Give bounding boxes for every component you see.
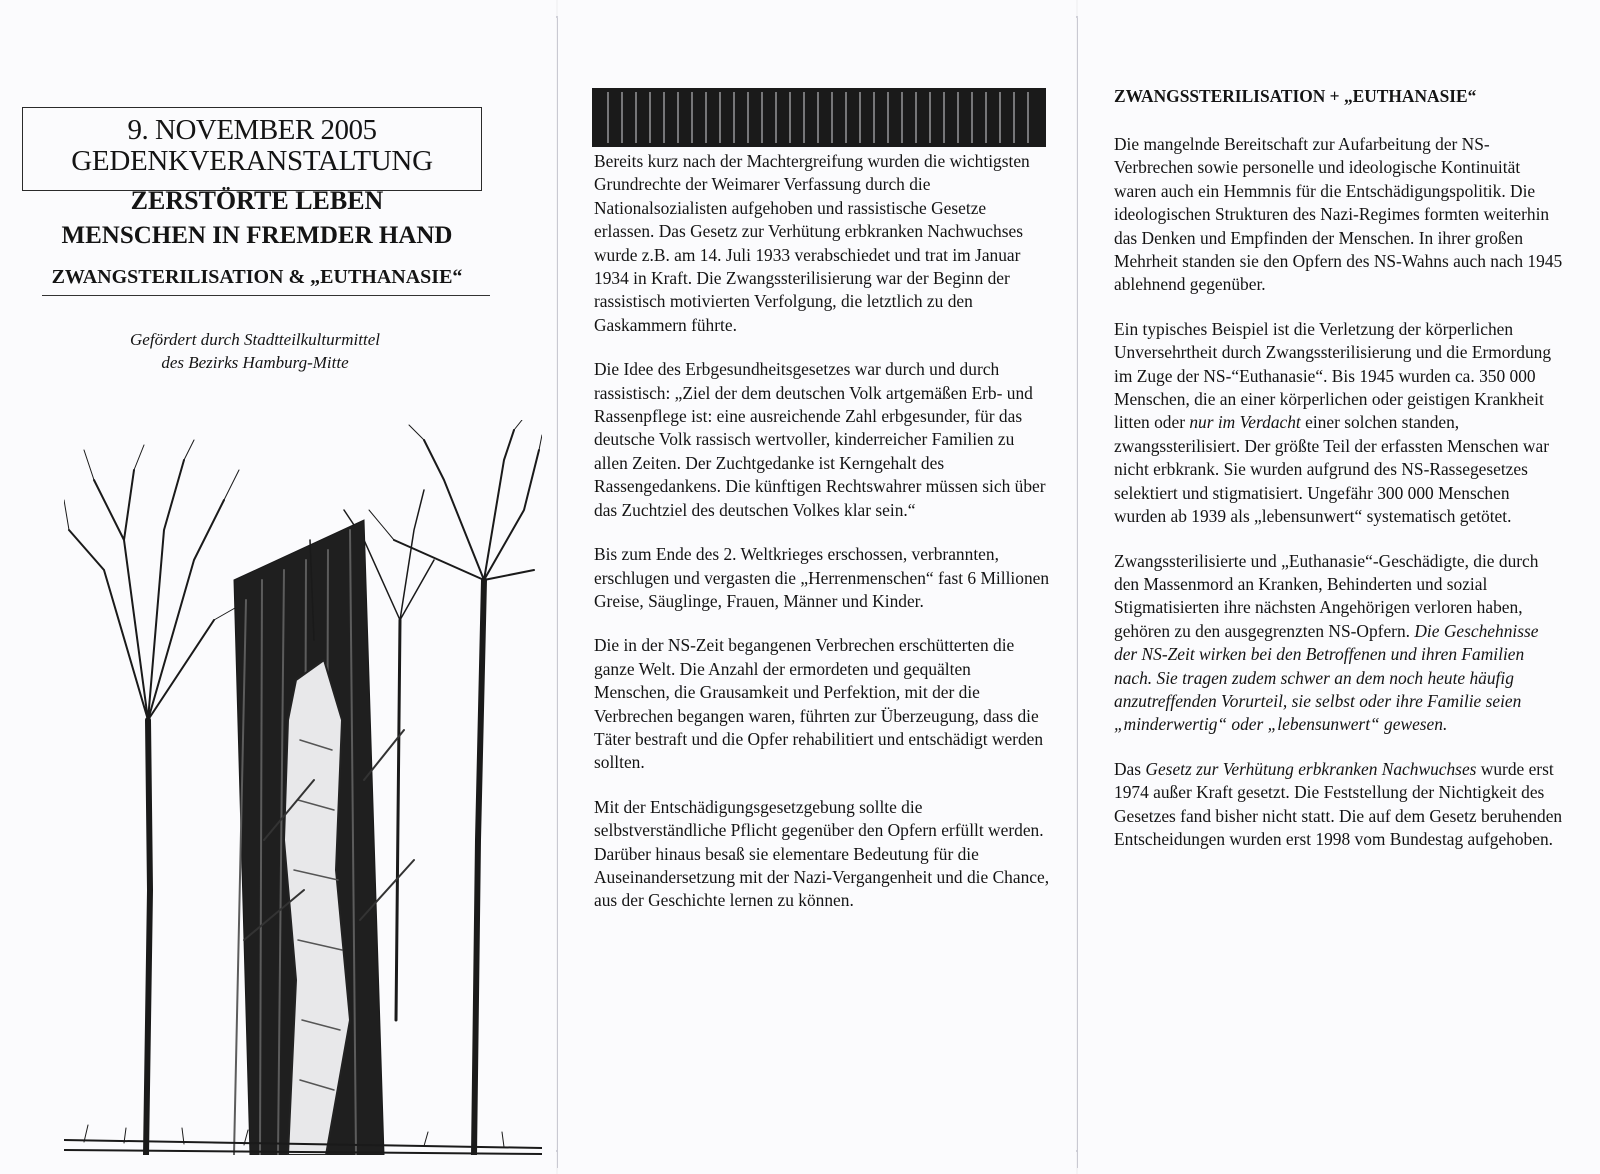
para2-italic: nur im Verdacht — [1189, 412, 1301, 433]
para2-text-a: Ein typisches Beispiel ist die Verletzung der körperlichen Unversehrtheit durch Zwangssterilisierung und die Ermordung im Zuge der NS-“Euthanasie“. Bis 1945 wurden ca. 350 000 Menschen, die an einer körperlichen oder geistigen Krankheit litten oder — [1114, 318, 1552, 433]
sponsor-line-1: Gefördert durch Stadtteilkulturmittel — [130, 330, 380, 349]
sterilisation-paragraph-4 — [1114, 758, 1564, 852]
panel-title: ZWANGSSTERILISATION + „EUTHANASIE“ — [1114, 86, 1477, 106]
history-text — [594, 150, 1050, 934]
sterilisation-paragraph-2 — [1114, 318, 1564, 529]
event-date: 9. NOVEMBER 2005 — [127, 114, 377, 146]
heading-menschen: MENSCHEN IN FREMDER HAND — [61, 222, 453, 249]
event-type: GEDENKVERANSTALTUNG — [71, 145, 433, 177]
para4-text-b: wurde erst 1974 außer Kraft gesetzt. Die Feststellung der Nichtigkeit des Gesetzes fand bisher nicht statt. Die auf dem Gesetz beruhenden Entscheidungen wurden erst 1998 vom Bundestag aufgehoben. — [1114, 758, 1563, 849]
para4-text-a: Das — [1114, 758, 1146, 779]
sponsor-line-2: des Bezirks Hamburg-Mitte — [161, 353, 349, 372]
sterilisation-text — [1114, 133, 1564, 872]
history-paragraph-5: Mit der Entschädigungsgesetzgebung sollte die selbstverständliche Pflicht gegenüber den Opfern erfüllt werden. Darüber hinaus besaß sie elementare Bedeutung für die Auseinandersetzung mit der Nazi-Vergangenheit und die Chance, aus der Geschichte lernen zu können. — [594, 796, 1050, 911]
para2-text-b: einer solchen standen, zwangssterilisiert. Der größte Teil der erfassten Menschen war nicht erbkrank. Sie wurden aufgrund des NS-Rassegesetzes selektiert und stigmatisiert. Ungefähr 300 000 Menschen wurden ab 1939 als „lebensunwert“ systematisch getötet. — [1114, 412, 1550, 527]
cover-panel — [0, 0, 556, 1174]
history-panel — [558, 0, 1076, 1174]
history-paragraph-1: Bereits kurz nach der Machtergreifung wurden die wichtigsten Grundrechte der Weimarer Verfassung durch die Nationalsozialisten aufgehoben und rassistische Gesetze erlassen. Das Gesetz zur Verhütung erbkranken Nachwuchses wurde z.B. am 14. Juli 1933 verabschiedet und trat im Januar 1934 in Kraft. Die Zwangssterilisierung war der Beginn der rassistisch motivierten Verfolgung, die letztlich zu den Gaskammern führte. — [594, 151, 1030, 335]
history-paragraph-4: Die in der NS-Zeit begangenen Verbrechen erschütterten die ganze Welt. Die Anzahl der ermordeten und gequälten Menschen, die Grausamkeit und Perfektion, mit der die Verbrechen begangen waren, führten zur Überzeugung, dass die Täter bestraft und die Opfer rehabilitiert und entschädigt werden sollten. — [594, 635, 1044, 773]
heading-zwangsterilisation: ZWANGSTERILISATION & „EUTHANASIE“ — [51, 266, 463, 288]
sterilisation-paragraph-1: Die mangelnde Bereitschaft zur Aufarbeitung der NS-Verbrechen sowie personelle und ideologische Kontinuität waren auch ein Hemmnis für die Entschädigungspolitik. Die ideologischen Strukturen des Nazi-Regimes formten weiterhin das Denken und Empfinden der Menschen. In ihrer großen Mehrheit standen sie den Opfern des NS-Wahns auch nach 1945 ablehnend gegenüber. — [1114, 134, 1563, 295]
para4-italic: Gesetz zur Verhütung erbkranken Nachwuchses — [1145, 758, 1477, 779]
sterilisation-paragraph-3 — [1114, 550, 1564, 737]
history-paragraph-2: Die Idee des Erbgesundheitsgesetzes war durch und durch rassistisch: „Ziel der dem deutschen Volk artgemäßen Erb- und Rassenpflege ist: eine ausreichende Zahl erbgesunder, für das deutsche Volk rassisch wertvoller, kinderreicher Familien zu allen Zeiten. Der Zuchtgedanke ist Kerngehalt des Rassengedankens. Die künftigen Rechtswahrer müssen sich über das Zuchtziel des deutschen Volkes klar sein.“ — [594, 359, 1046, 520]
memorial-trees-illustration — [64, 420, 542, 1155]
para3-text-a: Zwangssterilisierte und „Euthanasie“-Geschädigte, die durch den Massenmord an Kranken, Behinderten und sozial Stigmatisierten ihre nächsten Angehörigen verloren haben, gehören zu den ausgegrenzten NS-Opfern. — [1114, 550, 1539, 641]
heading-zerstoerte-leben: ZERSTÖRTE LEBEN — [130, 186, 384, 215]
sterilisation-panel — [1078, 0, 1600, 1174]
para3-italic: Die Geschehnisse der NS-Zeit wirken bei den Betroffenen und ihren Familien nach. Sie tragen zudem schwer an dem noch heute häufig anzutreffenden Vorurteil, sie selbst oder ihre Familie seien „minderwertig“ oder „lebensunwert“ gewesen. — [1114, 620, 1539, 735]
redacted-heading-banner — [592, 88, 1046, 147]
history-paragraph-3: Bis zum Ende des 2. Weltkrieges erschossen, verbrannten, erschlugen und vergasten die „Herrenmenschen“ fast 6 Millionen Greise, Säuglinge, Frauen, Männer und Kinder. — [594, 544, 1050, 611]
title-box — [22, 107, 482, 191]
heading-rule — [42, 295, 490, 296]
